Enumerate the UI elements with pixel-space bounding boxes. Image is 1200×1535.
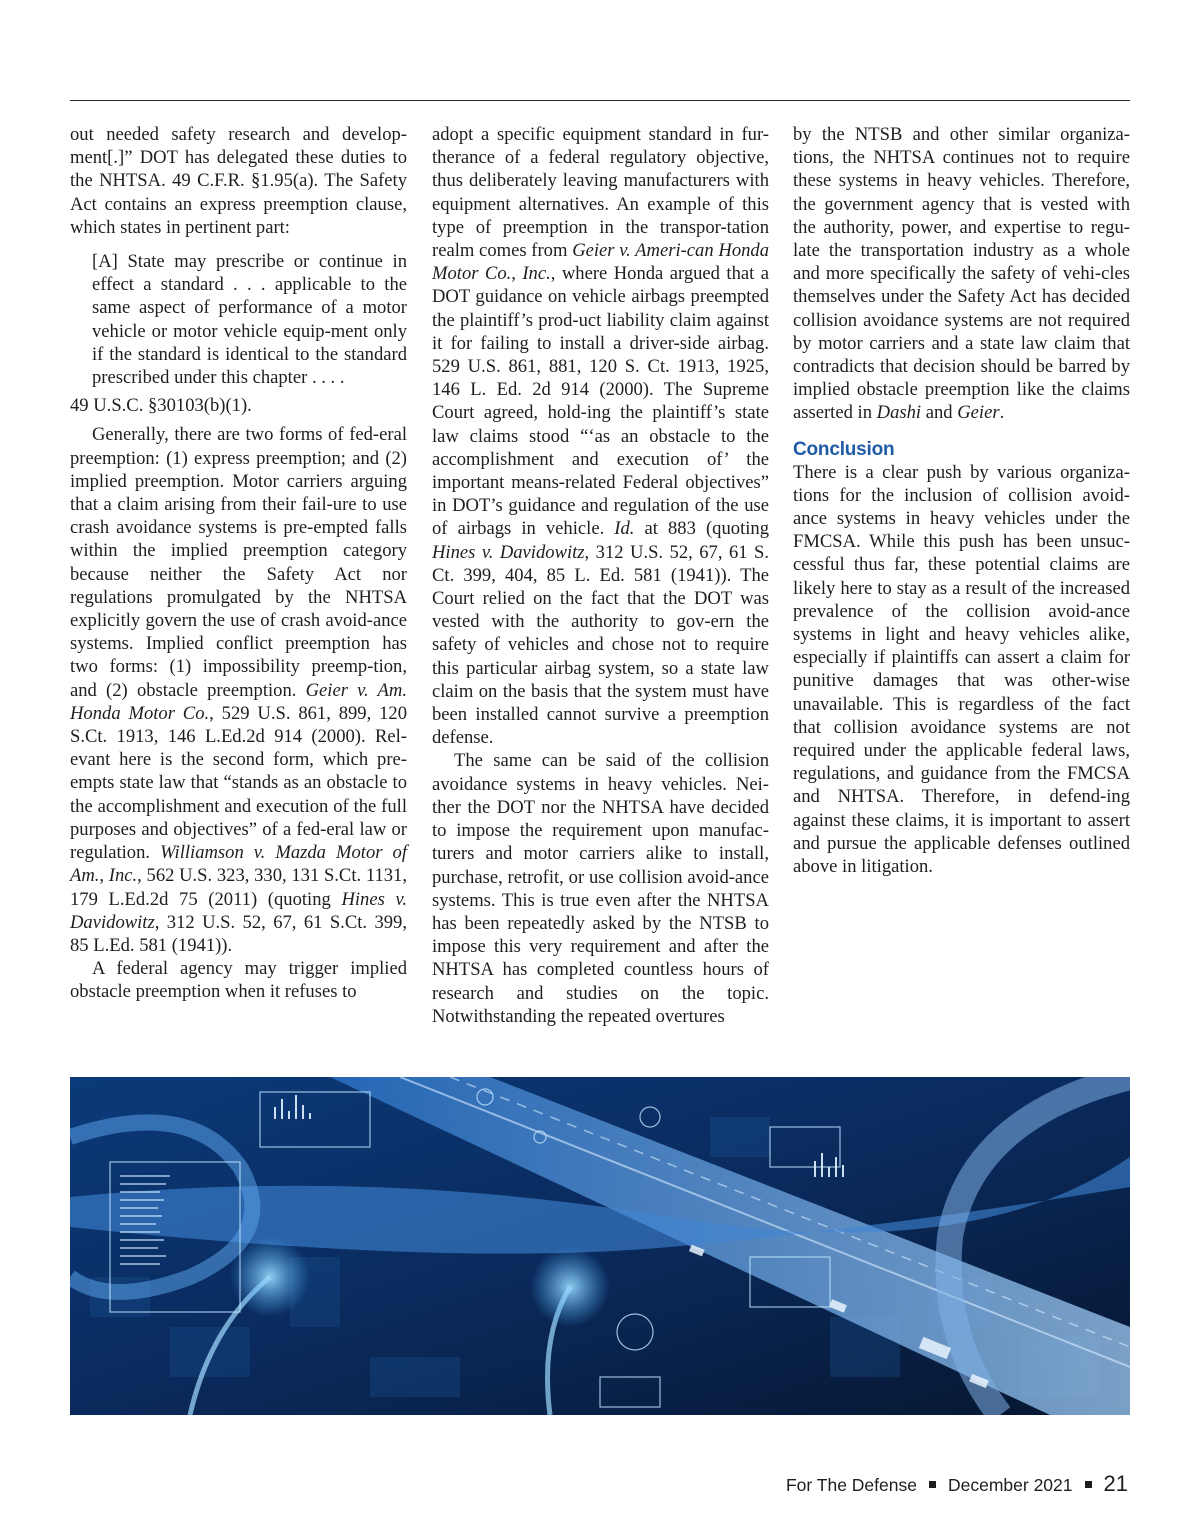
paragraph: by the NTSB and other similar organiza-tions, the NHTSA continues not to require these systems in heavy vehicles. Therefore, the government agency that is vested with the authority, power, and expertise to regu-late the transportation industry as a whole and more specifically the safety of vehi-cles themselves under the Safety Act has decided collision avoidance systems are not required by motor carriers and a state law claim that contradicts that decision should be barred by implied obstacle preemption like the claims asserted in Dashi and Geier. [793,124,1130,424]
paragraph: Generally, there are two forms of fed-eral preemption: (1) express preemption; and (2) implied preemption. Motor carriers arguing that a claim arising from their fail-ure to use crash avoidance systems is pre-empted falls within the implied preemption category because neither the Safety Act nor regulations promulgated by the NHTSA explicitly govern the use of crash avoid-ance systems. Implied conflict preemption has two forms: (1) impossibility preemp-tion, and (2) obstacle preemption. Geier v. Am. Honda Motor Co., 529 U.S. 861, 899, 120 S.Ct. 1913, 146 L.Ed.2d 914 (2000). Rel-evant here is the second form, which pre-empts state law that “stands as an obstacle to the accomplishment and execution of the full purposes and objectives” of a fed-eral law or regulation. Williamson v. Mazda Motor of Am., Inc., 562 U.S. 323, 330, 131 S.Ct. 1131, 179 L.Ed.2d 75 (2011) (quoting Hines v. Davidowitz, 312 U.S. 52, 67, 61 S.Ct. 399, 85 L.Ed. 581 (1941)). [70,424,407,956]
separator-square-icon [929,1481,936,1488]
paragraph: There is a clear push by various organiza-tions for the inclusion of collision avoid-ance systems in heavy vehicles under the FMCSA. While this push has been unsuc-cessful thus far, these potential claims are likely here to stay as a result of the increased prevalence of the collision avoid-ance systems in light and heavy vehicles alike, especially if plaintiffs can assert a claim for punitive damages that was other-wise unavailable. This is regardless of the fact that collision avoidance systems are not required under the applicable federal laws, regulations, and guidance from the FMCSA and NHTSA. Therefore, in defend-ing against these claims, it is important to assert and pursue the applicable defenses outlined above in litigation. [793,461,1130,878]
highway-network-photo [70,1077,1130,1415]
case-name: Hines v. Davidowitz [70,888,407,933]
column-3 [793,123,1130,878]
separator-square-icon [1085,1481,1092,1488]
case-name: Williamson v. Mazda Motor of Am., Inc. [70,842,407,887]
highway-illustration [70,1077,1130,1415]
paragraph: adopt a specific equipment standard in fur-therance of a federal regulatory objective, thus deliberately leaving manufacturers with equipment alternatives. An example of this type of preemption in the transpor-tation realm comes from Geier v. Ameri-can Honda Motor Co., Inc., where Honda argued that a DOT guidance on vehicle airbags preempted the plaintiff’s prod-uct liability claim against it for failing to install a driver-side airbag. 529 U.S. 861, 881, 120 S. Ct. 1913, 1925, 146 L. Ed. 2d 914 (2000). The Supreme Court agreed, hold-ing the plaintiff’s state law claims stood “‘as an obstacle to the accomplishment and execution of’ the important means-related Federal objectives” in DOT’s guidance and regulation of the use of airbags in vehicle. Id. at 883 (quoting Hines v. Davidowitz, 312 U.S. 52, 67, 61 S. Ct. 399, 404, 85 L. Ed. 581 (1941)). The Court relied on the fact that the DOT was vested with the authority to gov-ern the safety of vehicles and chose not to require this particular airbag system, so a state law claim on the basis that the system must have been installed cannot survive a preemption defense. [432,124,770,749]
case-name: Geier v. Ameri-can Honda Motor Co., Inc. [432,240,770,285]
paragraph: A federal agency may trigger implied obstacle preemption when it refuses to [70,958,407,1003]
page-footer [786,1471,1128,1497]
column-2 [432,123,769,1028]
block-quote: [A] State may prescribe or continue in effect a standard . . . applicable to the same aspect of performance of a motor vehicle or motor vehicle equip-ment only if the standard is identical to the standard prescribed under this chapter . . . . [92,251,407,389]
paragraph: out needed safety research and develop-ment[.]” DOT has delegated these duties to the NHTSA. 49 C.F.R. §1.95(a). The Safety Act contains an express preemption clause, which states in pertinent part: [70,124,407,238]
column-1 [70,123,407,1004]
page-number: 21 [1103,1471,1128,1496]
case-name: Geier v. Am. Honda Motor Co. [70,679,407,724]
issue-date: December 2021 [947,1475,1073,1495]
paragraph: The same can be said of the collision avoidance systems in heavy vehicles. Nei-ther the DOT nor the NHTSA have decided to impose the requirement upon manufac-turers and motor carriers alike to install, purchase, retrofit, or use collision avoid-ance systems. This is true even after the NHTSA has been repeatedly asked by the NTSB to impose this very requirement and after the NHTSA has completed countless hours of research and studies on the topic. Notwithstanding the repeated overtures [432,750,769,1027]
publication-name: For The Defense [785,1475,917,1495]
header-rule [70,100,1130,101]
section-heading: Conclusion [793,438,895,460]
citation-id: Id. [614,518,635,540]
case-name: Dashi [876,402,922,424]
case-name: Hines v. Davidowitz [432,541,585,563]
statute-citation: 49 U.S.C. §30103(b)(1). [70,395,252,417]
case-name: Geier [957,402,1000,424]
